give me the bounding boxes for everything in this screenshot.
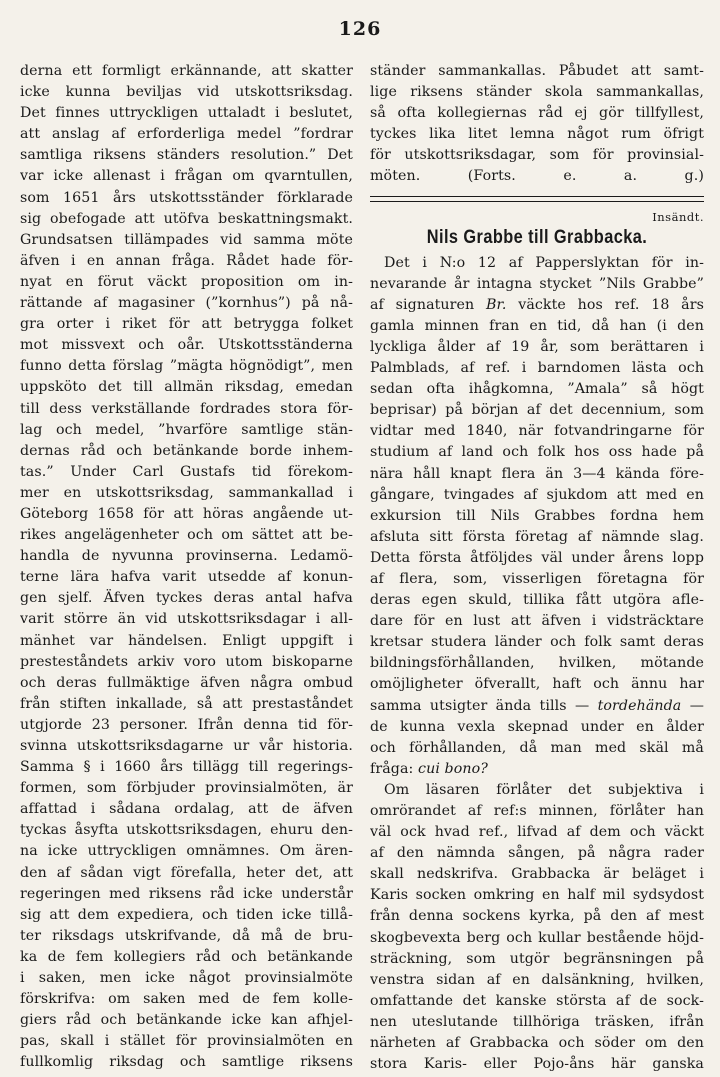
text-line: utgjorde 23 personer. Ifrån denna tid för- [20, 716, 353, 733]
text-line: nyat en förut väckt proposition om in- [20, 273, 353, 290]
italic-word: tordehända [597, 697, 682, 714]
text-line: äfven i en annan fråga. Rådet hade för- [20, 252, 353, 269]
text-line: nevarande år intagna stycket ”Nils Grabbe” [370, 275, 704, 292]
text-line: från stiften inkallade, så att prestaståndet [20, 695, 353, 712]
text-line: Grundsatsen tillämpades vid samma möte [20, 231, 353, 248]
text-line: funno detta förslag ”mägta högnödigt”, men [20, 358, 353, 375]
text-line: terne lära hafva varit utsedde af konun- [20, 569, 353, 586]
text-line: tyckas åsyfta utskottsriksdagen, ehuru den- [20, 822, 353, 839]
text-line: omöjligheter öfverallt, haft och ännu har [370, 676, 704, 693]
text-line: varit större än vid utskottsriksdagar i all- [20, 611, 353, 628]
text-line: Det finnes uttryckligen uttaladt i beslutet, [20, 105, 353, 122]
text-line: regeringen med riksens råd icke understår [20, 885, 353, 902]
text-line: fullkomlig riksdag och samtlige riksens [20, 1054, 353, 1071]
text-line: i saken, men icke något provinsialmöte [20, 970, 353, 987]
text-line: tyckes lika litet lemna något rum öfrigt [370, 126, 704, 143]
text-line: uppsköto det till allmän riksdag, emedan [20, 379, 353, 396]
text-line: gamla minnen fran en tid, då han (i den [370, 317, 704, 334]
article-title: Nils Grabbe till Grabbacka. [426, 226, 648, 248]
text-line: gra orter i riket för att betrygga folket [20, 316, 353, 333]
text-line: giers råd och betänkande icke kan afhjel- [20, 1012, 353, 1029]
text-line: sedan ofta ihågkomna, ”Amala” så högt [370, 381, 704, 398]
text-line: lige riksens ständer skola sammankallas, [370, 84, 704, 101]
text-line: sig obefogade att utöfva beskattningsmakt. [20, 210, 353, 227]
text-line: presteståndets arkiv voro utom biskoparne [20, 653, 353, 670]
text-line: Det i N:o 12 af Papperslyktan för in- [384, 254, 704, 271]
text-line: förskrifva: om saken med de fem kolle- [20, 991, 353, 1008]
text-line: lag och medel, ”hvarföre samtlige stän- [20, 421, 353, 438]
text-line: sig att dem expediera, och tiden icke tillå- [20, 906, 353, 923]
text-line: ter riksdags utskrifvande, då må de bru- [20, 927, 353, 944]
text-line: mot missvext och oår. Utskottsständerna [20, 337, 353, 354]
text-line: så ofta kollegiernas råd ej gör tillfyllest, [370, 105, 704, 122]
text-line: väl ock hvad ref., lifvad af dem och väckt [370, 824, 704, 841]
text-line: fråga: cui bono? [370, 760, 488, 777]
text-line: Detta första åtföljdes väl under årens lopp [370, 549, 704, 566]
text-line: rättande af magasiner (”kornhus”) på nå- [20, 295, 353, 312]
text-line: gen sjelf. Äfven tyckes deras antal hafva [20, 590, 353, 607]
text-line: afsluta sitt första företag af nämnde slag. [370, 528, 704, 545]
text-line: var icke allenast i frågan om qvarntullen, [20, 168, 353, 185]
right-column [370, 61, 704, 1075]
text-line: samtliga riksens ständers resolution.” Det [20, 147, 353, 164]
text-line: närheten af Grabbacka och söder om den [370, 1035, 704, 1052]
text-line: som 1651 års utskottsständer förklarade [20, 189, 353, 206]
text-line: dernas råd och betänkande borde inhem- [20, 442, 353, 459]
text-line: och förhållanden, då man med skäl må [370, 739, 704, 756]
text-line: formen, som förbjuder provinsialmöten, är [20, 780, 353, 797]
text-line: handla de nyvunna provinserna. Ledamö- [20, 548, 353, 565]
text-line: och deras fullmäktige äfven några ombud [20, 674, 353, 691]
byline: Insändt. [652, 209, 704, 224]
text-line: att anslag af erforderliga medel ”fordrar [20, 126, 353, 143]
text-line: kretsar studera länder och folk samt deras [370, 634, 704, 651]
text-line: Karis socken omkring en half mil sydsydost [370, 887, 704, 904]
text-line: lyckliga ålder af 19 år, som berättaren i [370, 338, 704, 355]
text-line: de kunna vexla skepnad under en ålder [370, 718, 704, 735]
text-line: dare för en lust att äfven i vidsträcktare [370, 613, 704, 630]
text-line: na icke uttryckligen omnämnes. Om ären- [20, 843, 353, 860]
text-line: skall nedskrifva. Grabbacka är beläget i [370, 866, 704, 883]
text-line: icke kunna beviljas vid utskottsriksdag. [20, 84, 353, 101]
text-line: samma utsigter ända tills — tordehända — [370, 697, 704, 714]
text-line: venstra sidan af en dalsänkning, hvilken, [370, 971, 704, 988]
text-line: skogbevexta berg och kullar bestående höjd- [370, 929, 704, 946]
text-line: af signaturen Br. väckte hos ref. 18 års [370, 296, 704, 313]
text-line: pas, skall i stället för provinsialmöten en [20, 1033, 353, 1050]
text-line: mänhet var händelsen. Enligt uppgift i [20, 632, 353, 649]
text-line: beprisar) på början af det decennium, som [370, 402, 704, 419]
text-line: exkursion till Nils Grabbes fordna hem [370, 507, 704, 524]
text-line: studium af land och folk hos oss hade på [370, 444, 704, 461]
article-body [370, 253, 704, 1076]
text-line: omrörandet af ref:s minnen, förlåter han [370, 803, 704, 819]
text-line: Palmblads, af ref. i barndomen lästa och [370, 360, 704, 377]
text-line: deras egen skuld, tillika fått utgöra afle- [370, 592, 704, 609]
text-line: rikes angelägenheter och om sättet att be- [20, 527, 353, 544]
left-column [20, 61, 353, 1074]
text-line: ständer sammankallas. Påbudet att samt- [370, 63, 704, 79]
text-line: sträckning, som utgör begränsningen på [370, 950, 704, 967]
text-line: möten. (Forts. e. a. g.) [370, 168, 704, 185]
text-line: till dess verkställande fordrades stora för- [20, 400, 353, 417]
text-line: för utskottsriksdagar, som för provinsial- [370, 147, 704, 164]
text-line: derna ett formligt erkännande, att skatter [20, 63, 353, 79]
text-line: tas.” Under Carl Gustafs tid förekom- [20, 463, 353, 480]
text-line: mer en utskottsriksdag, sammankallad i [20, 484, 353, 501]
text-line: Göteborg 1658 för att höras angående ut- [20, 505, 353, 522]
text-line: Samma § i 1660 års tillägg till regerings- [20, 759, 353, 776]
italic-word: cui bono? [418, 760, 488, 777]
text-line: af den nämnda sången, på några rader [370, 845, 704, 862]
text-line: svinna utskottsriksdagarne ur vår historia. [20, 738, 353, 754]
italic-word: Br. [486, 296, 507, 313]
text-line: nära håll knapt flera än 3—4 kända före- [370, 465, 704, 482]
text-line: bildningsförhållanden, hvilken, mötande [370, 655, 704, 672]
text-line: ka de fem kollegiers råd och betänkande [20, 948, 353, 965]
text-line: den af sådan vigt förefalla, heter det, att [20, 864, 353, 881]
section-divider [370, 196, 704, 202]
text-line: omfattande det kanske största af de sock- [370, 992, 704, 1009]
text-line: affattad i sådana ordalag, att de äfven [20, 801, 353, 818]
text-line: från denna sockens kyrka, på den af mest [370, 908, 704, 925]
page-number: 126 [338, 18, 382, 40]
text-line: Om läsaren förlåter det subjektiva i [384, 781, 704, 798]
text-line: af flera, som, visserligen företagna för [370, 570, 704, 587]
article-continuation [370, 61, 704, 188]
text-line: vidtar med 1840, när fotvandringarne för [370, 423, 704, 440]
text-line: nen uteslutande tillhöriga träsken, ifrån [370, 1013, 704, 1030]
text-line: stora Karis- eller Pojo-åns här ganska [370, 1056, 704, 1073]
text-line: gångare, tvingades af sjukdom att med en [370, 486, 704, 503]
